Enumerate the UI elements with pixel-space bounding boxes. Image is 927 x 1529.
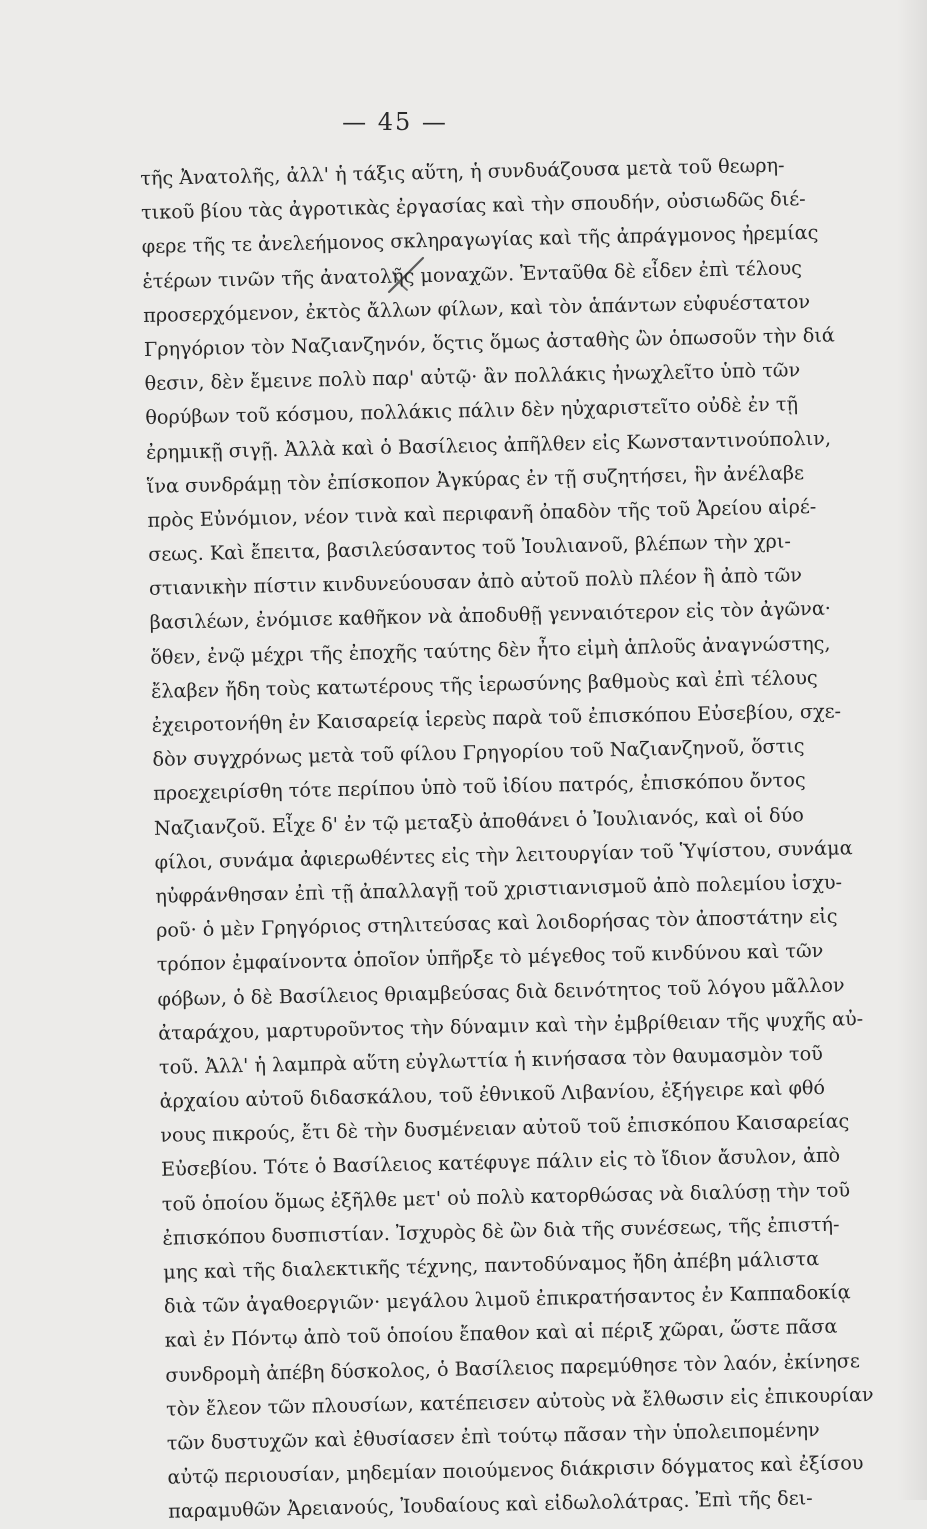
text-line: ροῦ· ὁ μὲν Γρηγόριος στηλιτεύσας καὶ λοιδορήσας τὸν ἀποστάτην εἰς — [155, 904, 838, 942]
text-line: σεως. Καὶ ἔπειτα, βασιλεύσαντος τοῦ Ἰουλιανοῦ, βλέπων τὴν χρι- — [147, 529, 792, 566]
page-number: — 45 — — [342, 108, 448, 136]
text-line: μης καὶ τῆς διαλεκτικῆς τέχνης, παντοδύναμος ἤδη ἀπέβη μάλιστα — [163, 1247, 820, 1284]
text-line: διὰ τῶν ἀγαθοεργιῶν· μεγάλου λιμοῦ ἐπικρατήσαντος ἐν Καππαδοκίᾳ — [163, 1280, 851, 1318]
text-line: συνδρομὴ ἀπέβη δύσκολος, ὁ Βασίλειος παρεμύθησε τὸν λαόν, ἐκίνησε — [165, 1348, 861, 1387]
text-line: Ναζιανζοῦ. Εἶχε δ' ἐν τῷ μεταξὺ ἀποθάνει ὁ Ἰουλιανός, καὶ οἱ δύο — [153, 802, 805, 840]
text-line: ἔλαβεν ἤδη τοὺς κατωτέρους τῆς ἱερωσύνης βαθμοὺς καὶ ἐπὶ τέλους — [150, 665, 818, 703]
text-line: πρὸς Εὐνόμιον, νέον τινὰ καὶ περιφανῆ ὀπαδὸν τῆς τοῦ Ἀρείου αἱρέ- — [147, 494, 817, 532]
text-line: φερε τῆς τε ἀνελεήμονος σκληραγωγίας καὶ τῆς ἀπράγμονος ἠρεμίας — [141, 221, 819, 259]
text-line: τοῦ ὁποίου ὅμως ἐξῆλθε μετ' οὐ πολὺ κατορθώσας νὰ διαλύσῃ τὴν τοῦ — [161, 1177, 851, 1216]
page-edge-shadow — [897, 0, 927, 1500]
text-line: παραμυθῶν Ἀρειανούς, Ἰουδαίους καὶ εἰδωλολάτρας. Ἐπὶ τῆς δει- — [168, 1486, 813, 1524]
text-line: ἀταράχου, μαρτυροῦντος τὴν δύναμιν καὶ τὴν ἐμβρίθειαν τῆς ψυχῆς αὐ- — [158, 1006, 864, 1045]
text-line: θορύβων τοῦ κόσμου, πολλάκις πάλιν δὲν ηὐχαριστεῖτο οὐδὲ ἐν τῇ — [145, 392, 799, 430]
text-line: στιανικὴν πίστιν κινδυνεύουσαν ἀπὸ αὐτοῦ πολὺ πλέον ἢ ἀπὸ τῶν — [148, 563, 803, 601]
text-line: ἐχειροτονήθη ἐν Καισαρείᾳ ἱερεὺς παρὰ τοῦ ἐπισκόπου Εὐσεβίου, σχε- — [151, 699, 842, 737]
text-line: τρόπον ἐμφαίνοντα ὁποῖον ὑπῆρξε τὸ μέγεθος τοῦ κινδύνου καὶ τῶν — [156, 939, 824, 977]
text-line: θεσιν, δὲν ἔμεινε πολὺ παρ' αὐτῷ· ἂν πολλάκις ἠνωχλεῖτο ὑπὸ τῶν — [144, 358, 801, 396]
body-text — [140, 149, 874, 1529]
text-line: ἐρημικῇ σιγῇ. Ἀλλὰ καὶ ὁ Βασίλειος ἀπῆλθεν εἰς Κωνσταντινούπολιν, — [145, 426, 832, 464]
text-line: αὐτῷ περιουσίαν, μηδεμίαν ποιούμενος διάκρισιν δόγματος καὶ ἐξίσου — [167, 1451, 864, 1489]
text-line: τὸν ἔλεον τῶν πλουσίων, κατέπεισεν αὐτοὺς νὰ ἔλθωσιν εἰς ἐπικουρίαν — [165, 1382, 874, 1421]
text-line: ὅθεν, ἐνῷ μέχρι τῆς ἐποχῆς ταύτης δὲν ἦτο εἰμὴ ἁπλοῦς ἀναγνώστης, — [150, 631, 831, 669]
text-line: φόβων, ὁ δὲ Βασίλειος θριαμβεύσας διὰ δεινότητος τοῦ λόγου μᾶλλον — [157, 972, 845, 1011]
text-line: Γρηγόριον τὸν Ναζιανζηνόν, ὅςτις ὅμως ἀσταθὴς ὢν ὁπωσοῦν τὴν διά — [143, 323, 835, 361]
text-line: δὸν συγχρόνως μετὰ τοῦ φίλου Γρηγορίου τοῦ Ναζιανζηνοῦ, ὅστις — [152, 734, 805, 772]
text-line: ἵνα συνδράμῃ τὸν ἐπίσκοπον Ἀγκύρας ἐν τῇ συζητήσει, ἣν ἀνέλαβε — [146, 460, 805, 498]
text-line: ἑτέρων τινῶν τῆς ἀνατολῆς μοναχῶν. Ἐνταῦθα δὲ εἶδεν ἐπὶ τέλους — [142, 255, 803, 293]
text-line: ἀρχαίου αὐτοῦ διδασκάλου, τοῦ ἐθνικοῦ Λιβανίου, ἐξήγειρε καὶ φθό — [159, 1075, 826, 1113]
text-line: καὶ ἐν Πόντῳ ἀπὸ τοῦ ὁποίου ἔπαθον καὶ αἱ πέριξ χῶραι, ὥστε πᾶσα — [164, 1315, 838, 1353]
text-line: ηὐφράνθησαν ἐπὶ τῇ ἀπαλλαγῇ τοῦ χριστιανισμοῦ ἀπὸ πολεμίου ἰσχυ- — [155, 870, 843, 908]
text-line: Εὐσεβίου. Τότε ὁ Βασίλειος κατέφυγε πάλιν εἰς τὸ ἴδιον ἄσυλον, ἀπὸ — [160, 1143, 841, 1182]
text-line: τῶν δυστυχῶν καὶ ἐθυσίασεν ἐπὶ τούτῳ πᾶσαν τὴν ὑπολειπομένην — [166, 1417, 820, 1455]
text-line: τοῦ. Ἀλλ' ἡ λαμπρὰ αὕτη εὐγλωττία ἡ κινήσασα τὸν θαυμασμὸν τοῦ — [158, 1041, 824, 1079]
text-line: τικοῦ βίου τὰς ἀγροτικὰς ἐργασίας καὶ τὴν σπουδήν, οὐσιωδῶς διέ- — [140, 187, 806, 225]
text-line: προσερχόμενον, ἐκτὸς ἄλλων φίλων, καὶ τὸν ἁπάντων εὐφυέστατον — [142, 289, 811, 327]
text-line: τῆς Ἀνατολῆς, ἀλλ' ἡ τάξις αὕτη, ἡ συνδυάζουσα μετὰ τοῦ θεωρη- — [140, 153, 785, 190]
text-line: νους πικρούς, ἔτι δὲ τὴν δυσμένειαν αὐτοῦ τοῦ ἐπισκόπου Καισαρείας — [160, 1109, 850, 1148]
text-line: βασιλέων, ἐνόμισε καθῆκον νὰ ἀποδυθῇ γενναιότερον εἰς τὸν ἀγῶνα· — [149, 597, 832, 635]
text-line: φίλοι, συνάμα ἀφιερωθέντες εἰς τὴν λειτουργίαν τοῦ Ὑψίστου, συνάμα — [154, 835, 853, 874]
text-line: προεχειρίσθη τότε περίπου ὑπὸ τοῦ ἰδίου πατρός, ἐπισκόπου ὄντος — [152, 768, 806, 806]
text-line: ἐπισκόπου δυσπιστίαν. Ἰσχυρὸς δὲ ὢν διὰ τῆς συνέσεως, τῆς ἐπιστή- — [162, 1212, 840, 1250]
